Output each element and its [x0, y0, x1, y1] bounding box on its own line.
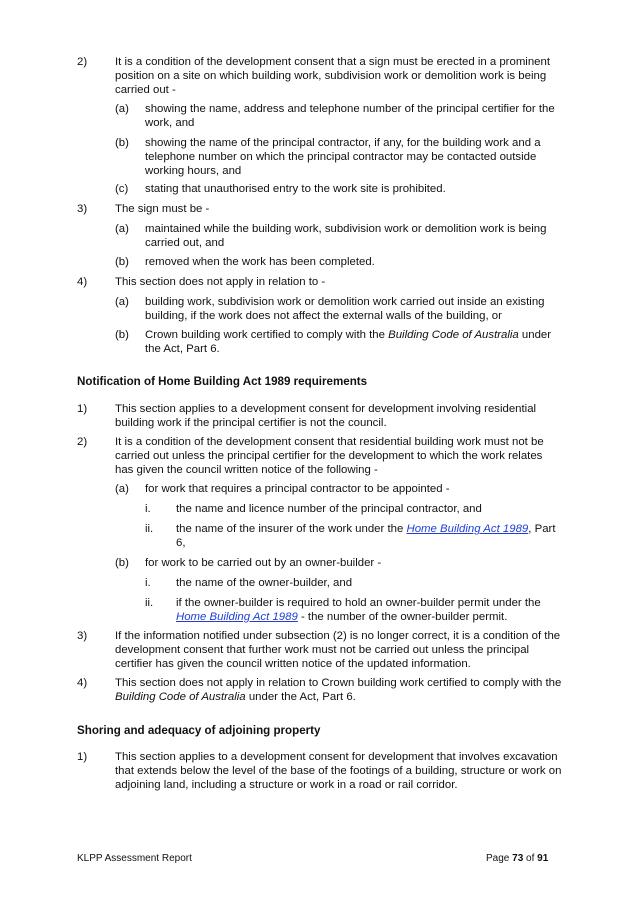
- sub-item-number: (a): [115, 223, 129, 235]
- roman-number: ii.: [145, 523, 154, 535]
- item-number: 1): [77, 403, 88, 415]
- item-text: This section applies to a development consent for development that involves excavation that extends below the level of the base of the footings of a building, structure or work on adjoining land, including a structure or work in a road or rail corridor.: [115, 751, 562, 791]
- item-number: 1): [77, 751, 88, 763]
- sub-item-text: for work to be carried out by an owner-builder -: [145, 557, 382, 569]
- roman-number: i.: [145, 577, 151, 589]
- item-number: 2): [77, 56, 88, 68]
- footer-report-title: KLPP Assessment Report: [77, 853, 192, 864]
- sub-item-number: (c): [115, 183, 129, 195]
- roman-text: the name of the owner-builder, and: [176, 577, 353, 589]
- sub-item-number: (a): [115, 296, 129, 308]
- sub-item-text: showing the name of the principal contractor, if any, for the building work and a telephone number on which the principal contractor may be contacted outside working hours, and: [145, 137, 541, 177]
- italic-title: Building Code of Australia: [115, 691, 246, 703]
- sub-item-number: (b): [115, 557, 129, 569]
- item-number: 4): [77, 677, 88, 689]
- item-text: The sign must be -: [115, 203, 210, 215]
- sub-item-text: maintained while the building work, subdivision work or demolition work is being carried out, and: [145, 223, 547, 249]
- item-number: 4): [77, 276, 88, 288]
- sub-item-number: (a): [115, 483, 129, 495]
- item-text: It is a condition of the development consent that a sign must be erected in a prominent position on a site on which building work, subdivision work or demolition work is being carried out -: [115, 56, 551, 96]
- sub-item-number: (b): [115, 256, 129, 268]
- item-text: This section does not apply in relation to -: [115, 276, 326, 288]
- roman-text: the name of the insurer of the work under the Home Building Act 1989, Part 6,: [176, 523, 556, 549]
- roman-number: i.: [145, 503, 151, 515]
- roman-text: if the owner-builder is required to hold an owner-builder permit under the Home Building Act 1989 - the number of the owner-builder permit.: [176, 597, 541, 623]
- sub-item-number: (b): [115, 329, 129, 341]
- roman-text: the name and licence number of the principal contractor, and: [176, 503, 482, 515]
- item-number: 3): [77, 203, 88, 215]
- italic-title: Building Code of Australia: [388, 329, 519, 341]
- item-text: If the information notified under subsection (2) is no longer correct, it is a condition of the development consent that further work must not be carried out unless the principal certifier has given the council written notice of the updated information.: [115, 630, 561, 670]
- page-number: Page 73 of 91: [486, 853, 549, 864]
- sub-item-text: Crown building work certified to comply with the Building Code of Australia under the Act, Part 6.: [145, 329, 552, 355]
- item-text: This section applies to a development consent for development involving residential building work if the principal certifier is not the council.: [115, 403, 537, 429]
- item-number: 2): [77, 436, 88, 448]
- sub-item-text: removed when the work has been completed.: [145, 256, 375, 268]
- act-link[interactable]: Home Building Act 1989: [406, 523, 529, 535]
- sub-item-text: for work that requires a principal contractor to be appointed -: [145, 483, 450, 495]
- sub-item-number: (b): [115, 137, 129, 149]
- item-text: It is a condition of the development consent that residential building work must not be carried out unless the principal certifier for the development to which the work relates has given the council written notice of the following -: [115, 436, 544, 476]
- section-heading: Notification of Home Building Act 1989 requirements: [77, 375, 368, 388]
- sub-item-text: building work, subdivision work or demolition work carried out inside an existing building, if the work does not affect the external walls of the building, or: [145, 296, 545, 322]
- item-text: This section does not apply in relation to Crown building work certified to comply with the Building Code of Australia under the Act, Part 6.: [115, 677, 562, 703]
- sub-item-number: (a): [115, 103, 129, 115]
- act-link[interactable]: Home Building Act 1989: [176, 611, 298, 623]
- section-heading: Shoring and adequacy of adjoining property: [77, 724, 321, 737]
- sub-item-text: stating that unauthorised entry to the work site is prohibited.: [145, 183, 446, 195]
- sub-item-text: showing the name, address and telephone number of the principal certifier for the work, and: [145, 103, 555, 129]
- roman-number: ii.: [145, 597, 154, 609]
- item-number: 3): [77, 630, 88, 642]
